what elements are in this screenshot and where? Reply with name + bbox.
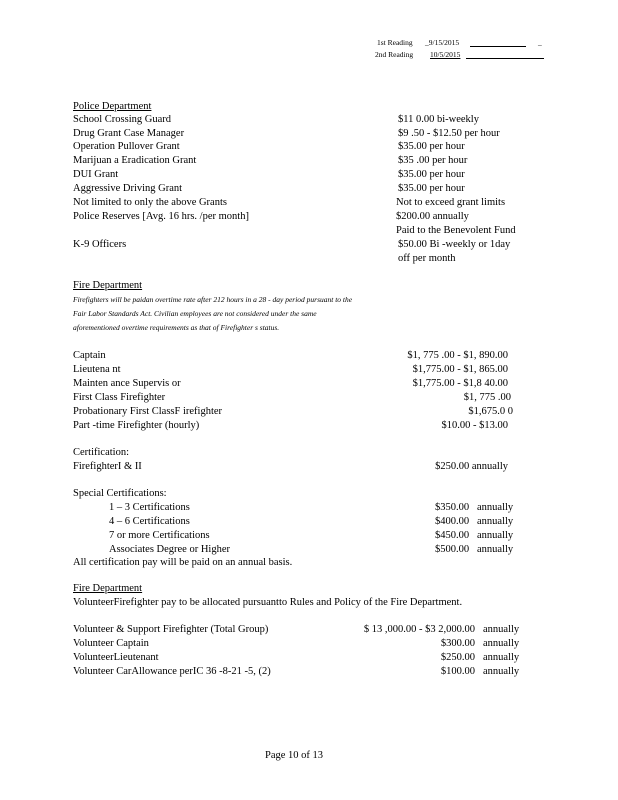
second-reading-date: 10/5/2015 — [430, 50, 461, 59]
police-row-label: Aggressive Driving Grant — [73, 183, 183, 194]
fire-row-label: Probationary First ClassF irefighter — [73, 406, 223, 417]
police-row-value: $200.00 annually — [396, 211, 469, 222]
police-row-value: off per month — [398, 253, 456, 264]
police-row-value: Not to exceed grant limits — [396, 197, 506, 208]
police-row-label: Marijuan a Eradication Grant — [73, 155, 197, 166]
volunteer-row-period: annually — [483, 666, 520, 677]
special-cert-value: $500.00 — [435, 544, 470, 555]
special-cert-value: $350.00 — [435, 502, 470, 513]
fire-row-label: Lieutena nt — [73, 364, 121, 375]
certification-label: Certification: — [73, 447, 129, 458]
volunteer-row-label: VolunteerLieutenant — [73, 652, 159, 663]
first-reading-label: 1st Reading — [377, 38, 413, 47]
police-row-label: Drug Grant Case Manager — [73, 128, 185, 139]
police-dept-title: Police Department — [73, 101, 152, 112]
fire-row-value: $1,775.00 - $1,8 40.00 — [412, 378, 508, 389]
special-cert-value: $450.00 — [435, 530, 470, 541]
special-cert-period: annually — [477, 544, 514, 555]
police-row-value: $35.00 per hour — [398, 169, 465, 180]
volunteer-row-label: Volunteer & Support Firefighter (Total Group) — [73, 624, 269, 635]
police-row-label: DUI Grant — [73, 169, 119, 180]
special-cert-value: $400.00 — [435, 516, 470, 527]
police-row-value: $50.00 Bi -weekly or 1day — [398, 239, 511, 250]
fire-note-line: Firefighters will be paidan overtime rate after 212 hours in a 28 - day period pursuant to the — [73, 295, 353, 304]
police-row-value: $35 .00 per hour — [398, 155, 468, 166]
police-row-label: School Crossing Guard — [73, 114, 171, 125]
fire-row-value: $10.00 - $13.00 — [441, 420, 508, 431]
police-row-label: K-9 Officers — [73, 239, 127, 250]
special-cert-period: annually — [477, 516, 514, 527]
police-row-value: $35.00 per hour — [398, 183, 465, 194]
fire-note-line: Fair Labor Standards Act. Civilian employees are not considered under the same — [73, 309, 317, 318]
fire-row-value: $1, 775 .00 — [463, 392, 511, 403]
second-reading-label: 2nd Reading — [375, 50, 414, 59]
special-cert-label: 1 – 3 Certifications — [109, 502, 190, 513]
special-certifications-label: Special Certifications: — [73, 488, 167, 499]
volunteer-row-label: Volunteer CarAllowance perIC 36 -8-21 -5, (2) — [73, 666, 271, 677]
fire-row-value: $1,675.0 0 — [468, 406, 513, 417]
volunteer-row-value: $300.00 — [440, 638, 475, 649]
special-cert-label: Associates Degree or Higher — [109, 544, 230, 555]
fire-note-line: aforementioned overtime requirements as that of Firefighter s status. — [73, 323, 280, 332]
police-row-label: Operation Pullover Grant — [73, 141, 180, 152]
special-cert-label: 4 – 6 Certifications — [109, 516, 190, 527]
volunteer-row-label: Volunteer Captain — [73, 638, 149, 649]
volunteer-row-value: $100.00 — [440, 666, 475, 677]
firefighter-cert-label: FirefighterI & II — [73, 461, 142, 472]
first-reading-underline — [470, 46, 526, 47]
fire-row-label: Captain — [73, 350, 106, 361]
volunteer-row-period: annually — [483, 638, 520, 649]
volunteer-firefighter-line: VolunteerFirefighter pay to be allocated pursuantto Rules and Policy of the Fire Department. — [73, 597, 463, 608]
fire-row-label: Mainten ance Supervis or — [73, 378, 181, 389]
volunteer-row-period: annually — [483, 624, 520, 635]
volunteer-row-value: $250.00 — [440, 652, 475, 663]
special-cert-period: annually — [477, 502, 514, 513]
special-cert-label: 7 or more Certifications — [109, 530, 210, 541]
fire-row-label: First Class Firefighter — [73, 392, 166, 403]
page-number: Page 10 of 13 — [265, 750, 324, 761]
police-row-value: $9 .50 - $12.50 per hour — [398, 128, 500, 139]
first-reading-date: _9/15/2015 — [425, 38, 460, 47]
fire-row-label: Part -time Firefighter (hourly) — [73, 420, 200, 431]
police-row-value: $35.00 per hour — [398, 141, 465, 152]
firefighter-cert-value: $250.00 annually — [435, 461, 508, 472]
police-row-label: Not limited to only the above Grants — [73, 197, 227, 208]
fire-row-value: $1, 775 .00 - $1, 890.00 — [407, 350, 508, 361]
first-reading-tail: _ — [538, 38, 542, 47]
all-certification-note: All certification pay will be paid on an annual basis. — [73, 557, 293, 568]
police-row-value: Paid to the Benevolent Fund — [396, 225, 516, 236]
special-cert-period: annually — [477, 530, 514, 541]
police-row-label: Police Reserves [Avg. 16 hrs. /per month] — [73, 211, 249, 222]
fire-row-value: $1,775.00 - $1, 865.00 — [412, 364, 508, 375]
volunteer-fire-dept-title: Fire Department — [73, 583, 143, 594]
volunteer-row-value: $ 13 ,000.00 - $3 2,000.00 — [363, 624, 475, 635]
police-row-value: $11 0.00 bi-weekly — [398, 114, 479, 125]
volunteer-row-period: annually — [483, 652, 520, 663]
fire-dept-title: Fire Department — [73, 280, 143, 291]
second-reading-underline — [466, 58, 544, 59]
